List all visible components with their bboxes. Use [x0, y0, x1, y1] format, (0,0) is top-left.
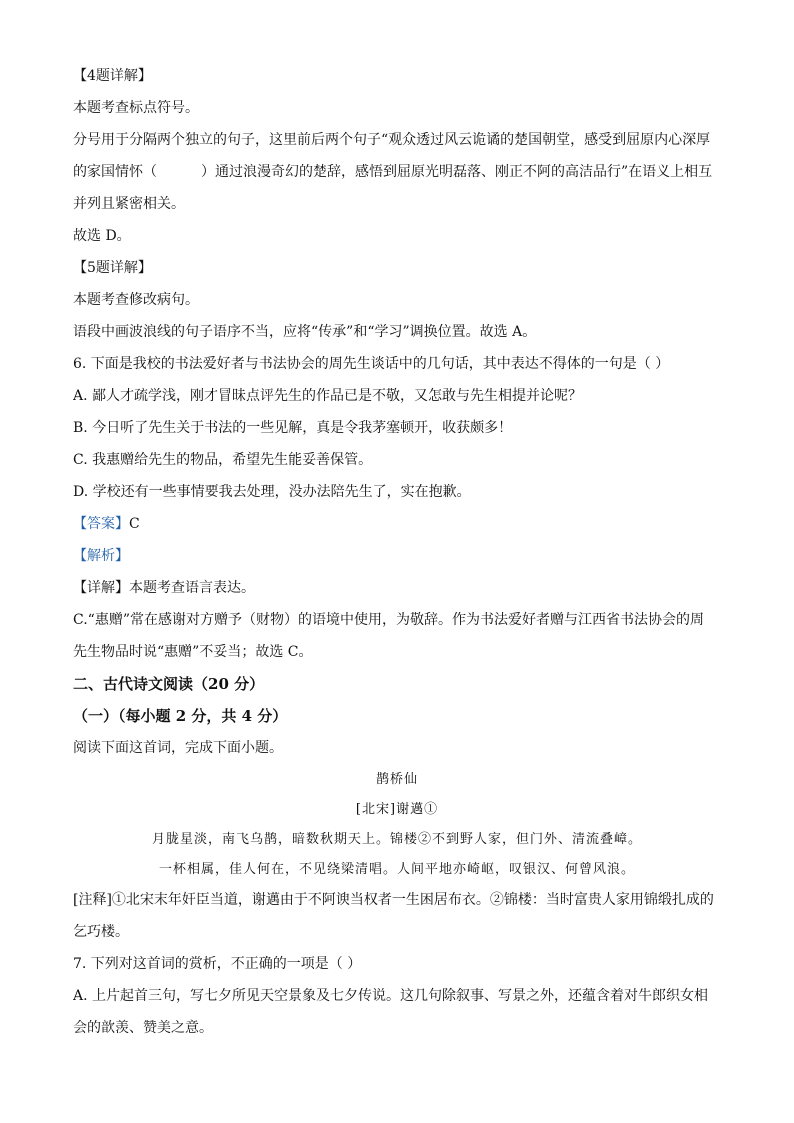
note-line-2: 乞巧楼。: [73, 924, 129, 940]
q5-topic: 本题考查修改病句。: [73, 292, 199, 308]
q6-stem: 6. 下面是我校的书法爱好者与书法协会的周先生谈话中的几句话，其中表达不得体的一句是（ ）: [73, 356, 670, 372]
q6-option-d: D. 学校还有一些事情要我去处理，没办法陪先生了，实在抱歉。: [73, 484, 471, 500]
section-2-title: 二、古代诗文阅读（20 分）: [73, 675, 265, 693]
poem-title: 鹊桥仙: [375, 772, 418, 787]
section-2-subtitle: （一）（每小题 2 分，共 4 分）: [73, 707, 288, 725]
note-line-1: [注释]①北宋末年奸臣当道，谢邁由于不阿谀当权者一生困居布衣。②锦楼：当时富贵人家用锦缎扎成的: [73, 892, 714, 908]
answer-value: C: [129, 516, 140, 532]
q6-option-c: C. 我惠赠给先生的物品，希望先生能妥善保管。: [73, 452, 373, 468]
analysis-tag: 【解析】: [73, 548, 129, 564]
q6-answer: [73, 514, 723, 534]
q5-header: 【5题详解】: [73, 260, 152, 276]
detail-tag: 【详解】: [73, 580, 129, 596]
q7-stem: 7. 下列对这首词的赏析，不正确的一项是（ ）: [73, 956, 362, 972]
poem-author: [北宋]谢邁①: [355, 802, 439, 817]
q4-explanation-line-3: 并列且紧密相关。: [73, 196, 185, 212]
poem-line-1: 月胧星淡，南飞乌鹊，暗数秋期天上。锦楼②不到野人家，但门外、清流叠嶂。: [151, 832, 642, 847]
q4-choice: 故选 D。: [73, 228, 131, 244]
q4-explanation-line-2-part-a: 的家国情怀（: [73, 164, 157, 180]
q6-explanation-line-1: C.“惠赠”常在感谢对方赠予（财物）的语境中使用，为敬辞。作为书法爱好者赠与江西省书法协会的周: [73, 612, 704, 628]
poem-line-2: 一杯相属，佳人何在，不见绕梁清唱。人间平地亦崎岖，叹银汉、何曾风浪。: [158, 862, 635, 877]
q4-explanation-line-1: 分号用于分隔两个独立的句子，这里前后两个句子“观众透过风云诡谲的楚国朝堂，感受到屈原内心深厚: [73, 132, 711, 148]
detail-text: 本题考查语言表达。: [129, 580, 255, 596]
q4-explanation-line-2-part-b: ）通过浪漫奇幻的楚辞，感悟到屈原光明磊落、刚正不阿的高洁品行”在语义上相互: [201, 164, 713, 180]
q6-explanation-line-2: 先生物品时说“惠赠”不妥当；故选 C。: [73, 644, 313, 660]
section-2-instruction: 阅读下面这首词，完成下面小题。: [73, 740, 283, 756]
q6-option-a: A. 鄙人才疏学浅，刚才冒昧点评先生的作品已是不敬，又怎敢与先生相提并论呢？: [73, 388, 583, 404]
q4-topic: 本题考查标点符号。: [73, 100, 199, 116]
q7-option-a-line-1: A. 上片起首三句，写七夕所见天空景象及七夕传说。这几句除叙事、写景之外，还蕴含着对牛郎织女相: [73, 988, 709, 1004]
q5-explanation: 语段中画波浪线的句子语序不当，应将“传承”和“学习”调换位置。故选 A。: [73, 324, 537, 340]
answer-tag: 【答案】: [73, 516, 129, 532]
q6-option-b: B. 今日听了先生关于书法的一些见解，真是令我茅塞顿开，收获颇多！: [73, 420, 513, 436]
q4-header: 【4题详解】: [73, 68, 152, 84]
q4-explanation-line-2: [73, 162, 723, 182]
q7-option-a-line-2: 会的歆羡、赞美之意。: [73, 1020, 213, 1036]
q6-detail: [73, 578, 723, 598]
